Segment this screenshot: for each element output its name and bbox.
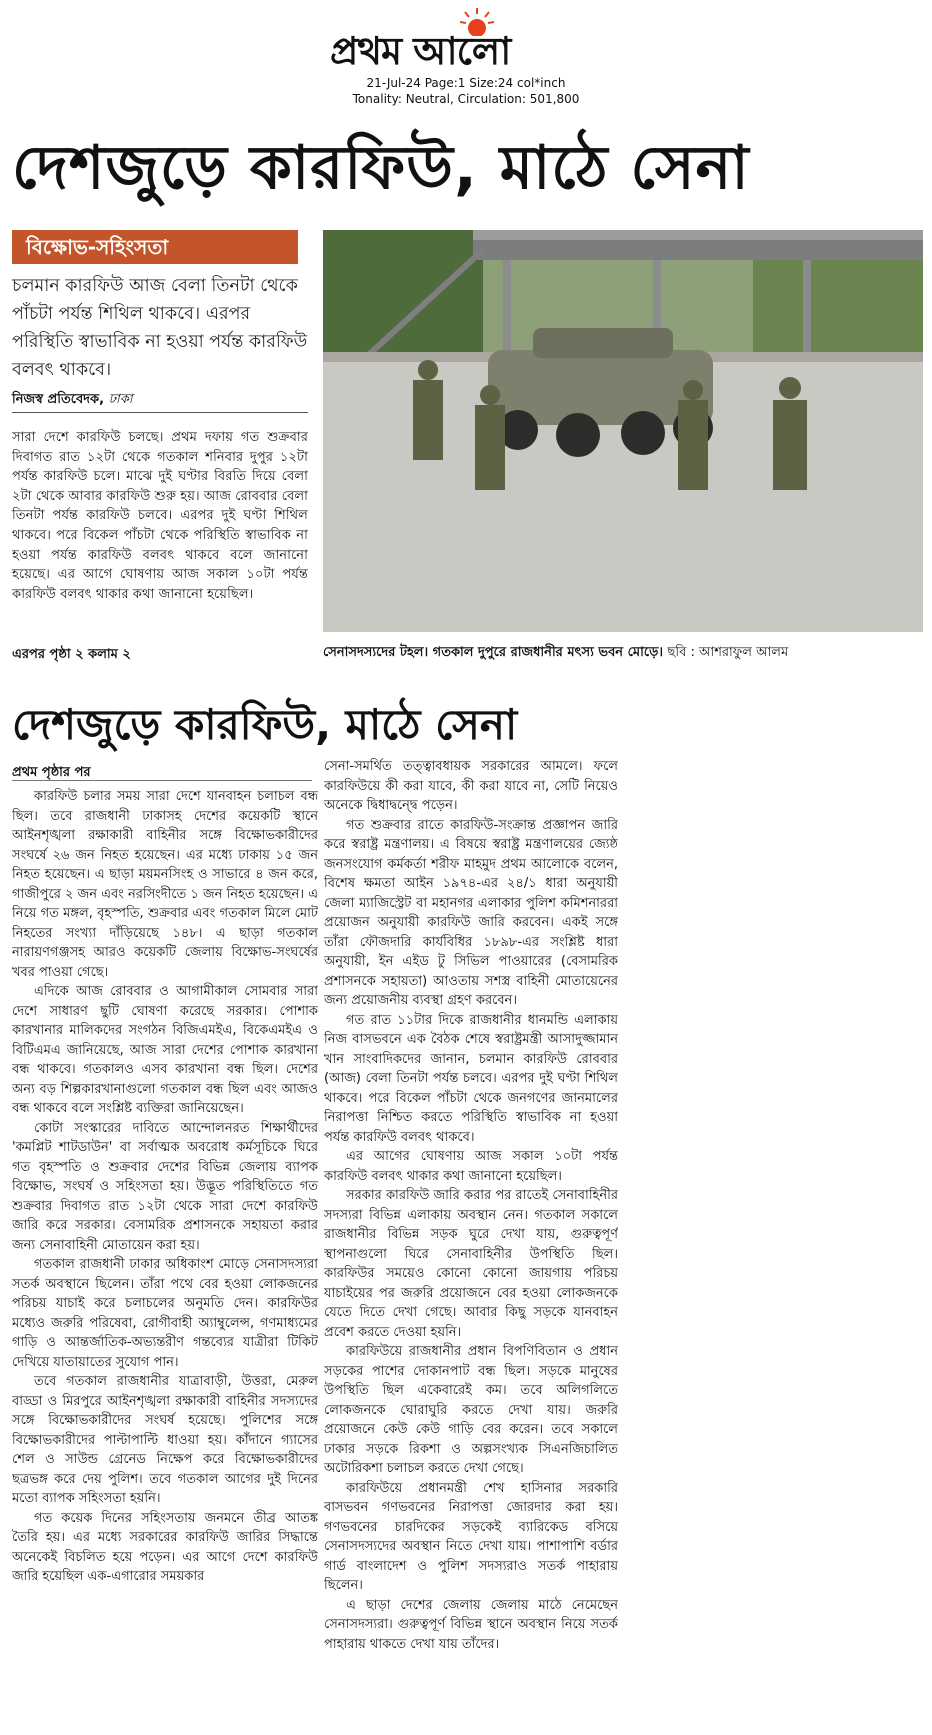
paragraph: গত কয়েক দিনের সহিংসতায় জনমনে তীব্র আতঙ্ক তৈরি হয়। এর মধ্যে সরকারের কারফিউ জারির সিদ্ধান্তে অনেকেই বিচলিত হয়ে পড়েন। এর আগে দেশে কারফিউ জারি হয়েছিল এক-এগারোর সময়কার — [12, 1510, 318, 1584]
paragraph: কারফিউয়ে প্রধানমন্ত্রী শেখ হাসিনার সরকারি বাসভবন গণভবনের নিরাপত্তা জোরদার করা হয়। গণভবনের চারদিকের সড়কেই ব্যারিকেড বসিয়ে সেনাসদস্যদের অবস্থান নিতে দেখা যায়। পাশাপাশি বর্ডার গার্ড বাংলাদেশ ও পুলিশ সদস্যরাও সতর্ক পাহারায় ছিলেন। — [324, 1480, 618, 1593]
byline-name: নিজস্ব প্রতিবেদক, — [12, 392, 105, 407]
main-headline: দেশজুড়ে কারফিউ, মাঠে সেনা — [12, 133, 750, 203]
lead-paragraph: সারা দেশে কারফিউ চলছে। প্রথম দফায় গত শুক্রবার দিবাগত রাত ১২টা থেকে গতকাল শনিবার দুপুর ১২টা পর্যন্ত কারফিউ চলে। মাঝে দুই ঘণ্টার বিরতি দিয়ে বেলা ২টা থেকে আবার কারফিউ শুরু হয়। আজ রোববার বেলা তিনটা পর্যন্ত কারফিউ চলবে। এরপর দুই ঘণ্টা শিথিল থাকবে। পরে বিকেল পাঁচটা থেকে পরিস্থিতি স্বাভাবিক না হওয়া পর্যন্ত কারফিউ বলবৎ থাকবে বলে জানানো হয়েছে। এর আগে ঘোষণায় আজ সকাল ১০টা পর্যন্ত কারফিউ বলবৎ থাকার কথা জানানো হয়েছিল। — [12, 430, 308, 602]
clip-meta-tonality: Tonality: Neutral, Circulation: 501,800 — [352, 92, 580, 106]
paragraph: এদিকে আজ রোববার ও আগামীকাল সোমবার সারা দেশে সাধারণ ছুটি ঘোষণা করেছে সরকার। পোশাক কারখানার মালিকদের সংগঠন বিজিএমইএ, বিকেএমইএ ও বিটিএমএ জানিয়েছে, আজ সারা দেশের পোশাক কারখানা বন্ধ থাকবে। গতকালও এসব কারখানা বন্ধ ছিল। দেশের অন্য বড় শিল্পকারখানাগুলো গতকাল বন্ধ ছিল এবং আজও বন্ধ থাকবে বলে সংশ্লিষ্ট ব্যক্তিরা জানিয়েছেন। — [12, 984, 318, 1116]
byline-place: ঢাকা — [108, 392, 133, 407]
divider — [12, 780, 312, 781]
article-column-2 — [324, 757, 618, 1725]
paragraph: কারফিউয়ে রাজধানীর প্রধান বিপণিবিতান ও প্রধান সড়কের পাশের দোকানপাট বন্ধ ছিল। সড়কে মানুষের উপস্থিতি ছিল একেবারেই কম। তবে অলিগলিতে লোকজনকে ঘোরাঘুরি করতে দেখা যায়। জরুরি প্রয়োজনে কেউ কেউ গাড়ি বের করেন। তবে সকালে ঢাকার সড়কে রিকশা ও অল্পসংখ্যক সিএনজিচালিত অটোরিকশা চলাচল করতে দেখা গেছে। — [324, 1344, 618, 1476]
article-column-1 — [12, 787, 318, 1725]
masthead-logo — [330, 8, 600, 73]
paragraph: গত শুক্রবার রাতে কারফিউ-সংক্রান্ত প্রজ্ঞাপন জারি করে স্বরাষ্ট্র মন্ত্রণালয়। এ বিষয়ে স্বরাষ্ট্র মন্ত্রণালয়ের জ্যেষ্ঠ জনসংযোগ কর্মকর্তা শরীফ মাহমুদ প্রথম আলোকে বলেন, বিশেষ ক্ষমতা আইন ১৯৭৪-এর ২৪/১ ধারা অনুযায়ী জেলা ম্যাজিস্ট্রেট বা মহানগর এলাকার পুলিশ কমিশনাররা প্রয়োজন অনুযায়ী কারফিউ জারি করবেন। একই সঙ্গে তাঁরা ফৌজদারি কার্যবিধির ১৮৯৮-এর সংশ্লিষ্ট ধারা অনুযায়ী, ইন এইড টু সিভিল পাওয়ারের (বেসামরিক প্রশাসনকে সহায়তা) আওতায় সশস্ত্র বাহিনী মোতায়েনের জন্য প্রয়োজনীয় ব্যবস্থা গ্রহণ করবেন। — [324, 817, 618, 1008]
paragraph: গতকাল রাজধানী ঢাকার অধিকাংশ মোড়ে সেনাসদস্যরা সতর্ক অবস্থানে ছিলেন। তাঁরা পথে বের হওয়া লোকজনের পরিচয় যাচাই করে চলাচলের অনুমতি দেন। কারফিউর মধ্যেও জরুরি পরিষেবা, রোগীবাহী অ্যাম্বুলেন্স, গণমাধ্যমের গাড়ি ও আন্তর্জাতিক-অভ্যন্তরীণ গন্তব্যের যাত্রীরা টিকিট দেখিয়ে যাতায়াতের সুযোগ পান। — [12, 1257, 318, 1370]
paragraph: এর আগের ঘোষণায় আজ সকাল ১০টা পর্যন্ত কারফিউ বলবৎ থাকার কথা জানানো হয়েছিল। — [324, 1149, 618, 1184]
paragraph: তবে গতকাল রাজধানীর যাত্রাবাড়ী, উত্তরা, মেরুল বাড্ডা ও মিরপুরে আইনশৃঙ্খলা রক্ষাকারী বাহিনীর সদস্যদের সঙ্গে বিক্ষোভকারীদের সংঘর্ষ হয়েছে। পুলিশের সঙ্গে বিক্ষোভকারীদের পাল্টাপাল্টি ধাওয়া হয়। কাঁদানে গ্যাসের শেল ও সাউন্ড গ্রেনেড নিক্ষেপ করে বিক্ষোভকারীদের ছত্রভঙ্গ করে দেয় পুলিশ। তবে গতকাল আগের দুই দিনের মতো ব্যাপক সহিংসতা হয়নি। — [12, 1374, 318, 1506]
paragraph: কোটা সংস্কারের দাবিতে আন্দোলনরত শিক্ষার্থীদের 'কমপ্লিট শাটডাউন' বা সর্বাত্মক অবরোধ কর্মসূচিকে ঘিরে গত বৃহস্পতি ও শুক্রবার দেশের বিভিন্ন জেলায় ব্যাপক বিক্ষোভ, সংঘর্ষ ও সহিংসতা হয়। উদ্ভূত পরিস্থিতিতে গত শুক্রবার দিবাগত রাত ১২টা থেকে সারা দেশে কারফিউ জারি করে সরকার। বেসামরিক প্রশাসনকে সহায়তা করার জন্য সেনাবাহিনী মোতায়েন করা হয়। — [12, 1120, 318, 1253]
jump-line: এরপর পৃষ্ঠা ২ কলাম ২ — [12, 647, 131, 662]
news-photo — [323, 230, 923, 632]
paragraph: কারফিউ চলার সময় সারা দেশে যানবাহন চলাচল বন্ধ ছিল। তবে রাজধানী ঢাকাসহ দেশের কয়েকটি স্থানে আইনশৃঙ্খলা রক্ষাকারী বাহিনীর সঙ্গে বিক্ষোভকারীদের সংঘর্ষে ২৬ জন নিহত হয়েছেন। এর মধ্যে ঢাকায় ১৫ জন নিহত হয়েছেন। এ ছাড়া ময়মনসিংহ ও সাভারে ৪ জন করে, গাজীপুরে ২ জন এবং নরসিংদীতে ১ জন নিহত হয়েছেন। এ নিয়ে গত মঙ্গল, বৃহস্পতি, শুক্রবার এবং গতকাল মিলে মোট নিহতের সংখ্যা দাঁড়িয়েছে ১৪৮। এ ছাড়া গতকাল নারায়ণগঞ্জসহ আরও কয়েকটি জেলায় বিক্ষোভ-সংঘর্ষের খবর পাওয়া গেছে। — [12, 789, 318, 980]
paragraph: গত রাত ১১টার দিকে রাজধানীর ধানমন্ডি এলাকায় নিজ বাসভবনে এক বৈঠক শেষে স্বরাষ্ট্রমন্ত্রী আসাদুজ্জামান খান সাংবাদিকদের জানান, চলমান কারফিউ রোববার (আজ) বেলা তিনটা পর্যন্ত চলবে। এরপর দুই ঘণ্টা শিথিল থাকবে। পরে বিকেল পাঁচটা থেকে জনগণের জানমালের নিরাপত্তা নিশ্চিত করতে পরিস্থিতি স্বাভাবিক না হওয়া পর্যন্ত কারফিউ বলবৎ থাকবে। — [324, 1012, 618, 1145]
paragraph: এ ছাড়া দেশের জেলায় জেলায় মাঠে নেমেছেন সেনাসদস্যরা। গুরুত্বপূর্ণ বিভিন্ন স্থানে অবস্থান নিয়ে সতর্ক পাহারায় থাকতে দেখা যায় তাঁদের। — [324, 1597, 618, 1652]
newspaper-name: প্রথম আলো — [330, 29, 511, 73]
divider — [12, 412, 308, 413]
byline — [12, 390, 312, 411]
section-tag: বিক্ষোভ-সহিংসতা — [12, 230, 298, 264]
caption-text: সেনাসদস্যদের টহল। গতকাল দুপুরে রাজধানীর মৎস্য ভবন মোড়ে। — [323, 645, 664, 660]
army-patrol-photo-illustration — [323, 230, 923, 632]
paragraph: সেনা-সমর্থিত তত্ত্বাবধায়ক সরকারের আমলে। ফলে কারফিউয়ে কী করা যাবে, কী করা যাবে না, সেটি নিয়েও অনেকে দ্বিধাদ্বন্দ্বে পড়েন। — [324, 759, 618, 813]
continuation-headline: দেশজুড়ে কারফিউ, মাঠে সেনা — [12, 700, 518, 749]
photo-credit: ছবি : আশরাফুল আলম — [667, 645, 789, 660]
continued-from-label: প্রথম পৃষ্ঠার পর — [12, 765, 91, 780]
photo-caption — [323, 643, 923, 664]
deck-text: চলমান কারফিউ আজ বেলা তিনটা থেকে পাঁচটা পর্যন্ত শিথিল থাকবে। এরপর পরিস্থিতি স্বাভাবিক না হওয়া পর্যন্ত কারফিউ বলবৎ থাকবে। — [12, 276, 308, 380]
paragraph: সরকার কারফিউ জারি করার পর রাতেই সেনাবাহিনীর সদস্যরা বিভিন্ন এলাকায় অবস্থান নেন। গতকাল সকালে রাজধানীর বিভিন্ন সড়ক ঘুরে দেখা যায়, গুরুত্বপূর্ণ স্থাপনাগুলো ঘিরে সেনাবাহিনীর উপস্থিতি ছিল। কারফিউর সময়েও কোনো কোনো জায়গায় পরিচয় যাচাইয়ের পর জরুরি প্রয়োজনে বের হওয়া লোকজনকে যেতে দিতে দেখা গেছে। আবার কিছু সড়কে যানবাহন প্রবেশ করতে দেওয়া হয়নি। — [324, 1188, 618, 1340]
clip-meta-size: 21-Jul-24 Page:1 Size:24 col*inch — [366, 76, 566, 90]
